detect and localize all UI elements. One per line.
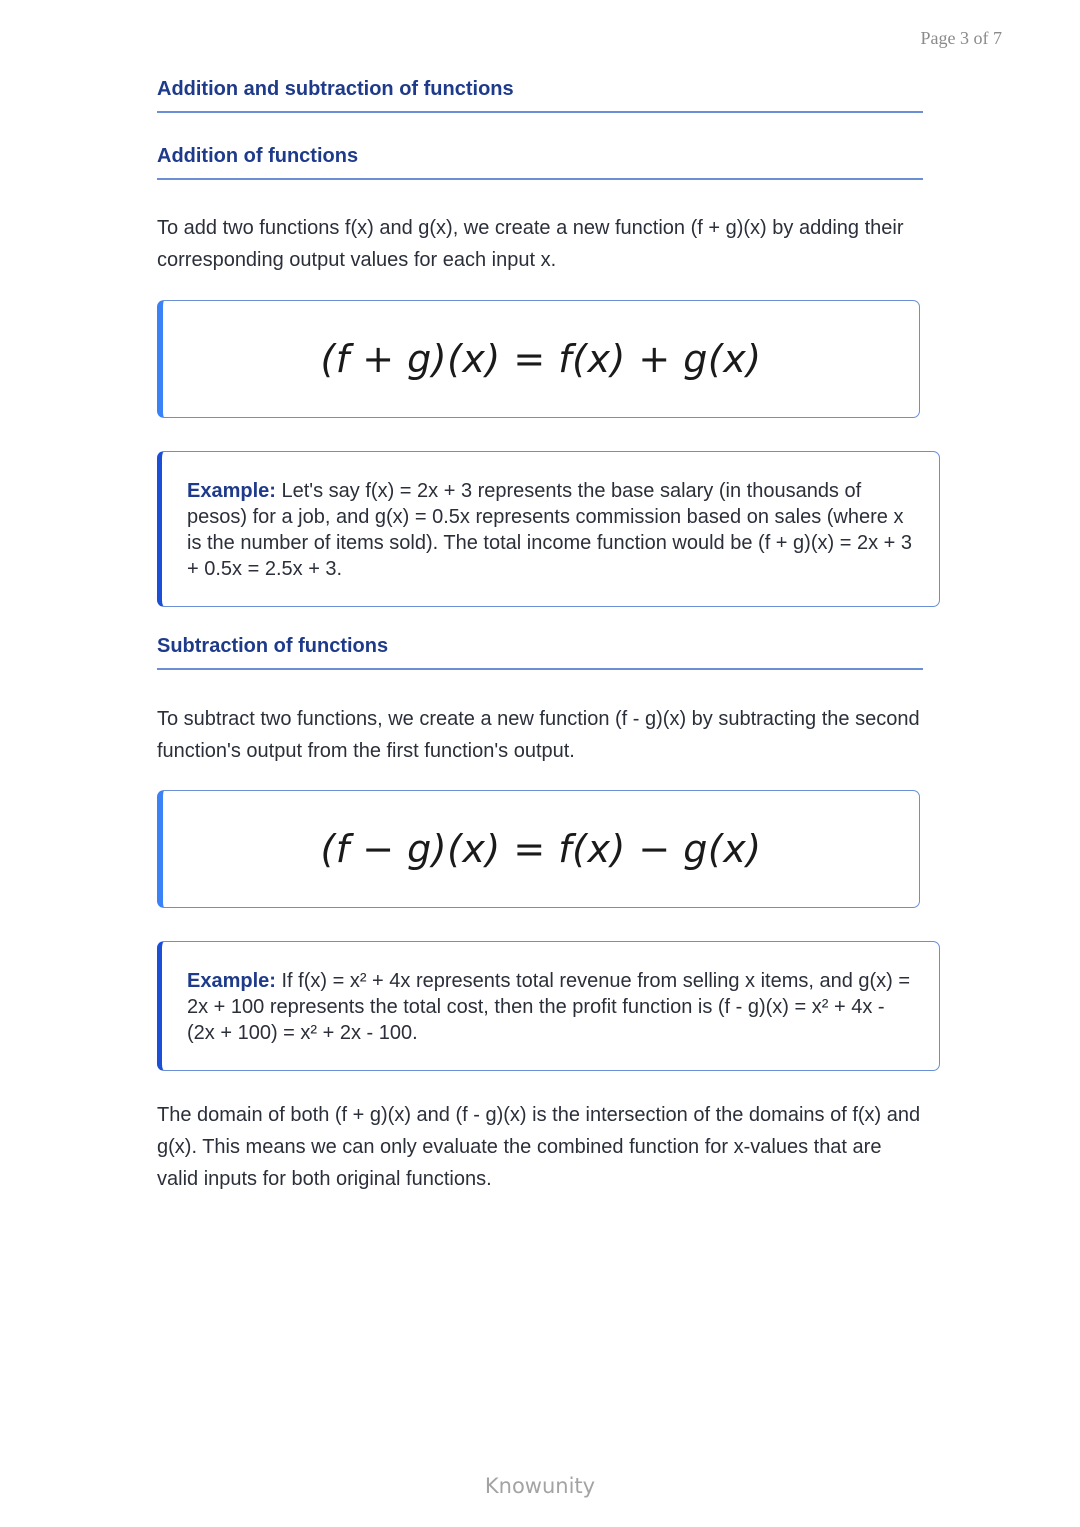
- formula-rhs: f(x) + g(x): [558, 337, 762, 381]
- subtraction-heading: Subtraction of functions: [157, 635, 923, 670]
- formula-equals: =: [513, 827, 546, 871]
- addition-formula-box: [157, 300, 920, 418]
- addition-intro: To add two functions f(x) and g(x), we create a new function (f + g)(x) by adding their corresponding output values for each input x.: [157, 217, 904, 271]
- subtraction-formula-box: [157, 790, 920, 908]
- addition-heading: Addition of functions: [157, 145, 923, 180]
- subtraction-intro: To subtract two functions, we create a new function (f - g)(x) by subtracting the second function's output from the first function's output.: [157, 708, 920, 762]
- formula-equals: =: [513, 337, 546, 381]
- addition-formula: [320, 337, 761, 381]
- subtraction-example-box: [157, 941, 940, 1071]
- footer-brand: Knowunity: [484, 1474, 596, 1498]
- example-text: Let's say f(x) = 2x + 3 represents the base salary (in thousands of pesos) for a job, and g(x) = 0.5x represents commission based on sales (where x is the number of items sold). The total income function would be (f + g)(x) = 2x + 3 + 0.5x = 2.5x + 3.: [187, 480, 912, 580]
- section-heading: Addition and subtraction of functions: [157, 78, 923, 113]
- formula-lhs: (f + g)(x): [320, 337, 501, 381]
- example-text: If f(x) = x² + 4x represents total revenue from selling x items, and g(x) = 2x + 100 represents the total cost, then the profit function is (f - g)(x) = x² + 4x - (2x + 100) = x² + 2x - 100.: [187, 970, 911, 1044]
- example-label: Example:: [187, 480, 276, 502]
- example-label: Example:: [187, 970, 276, 992]
- page-number: Page 3 of 7: [920, 28, 1002, 48]
- domain-note: The domain of both (f + g)(x) and (f - g)(x) is the intersection of the domains of f(x) and g(x). This means we can only evaluate the combined function for x-values that are valid inputs for both original functions.: [157, 1104, 921, 1190]
- addition-example-box: [157, 451, 940, 607]
- formula-lhs: (f − g)(x): [320, 827, 501, 871]
- formula-rhs: f(x) − g(x): [558, 827, 762, 871]
- subtraction-formula: [320, 827, 761, 871]
